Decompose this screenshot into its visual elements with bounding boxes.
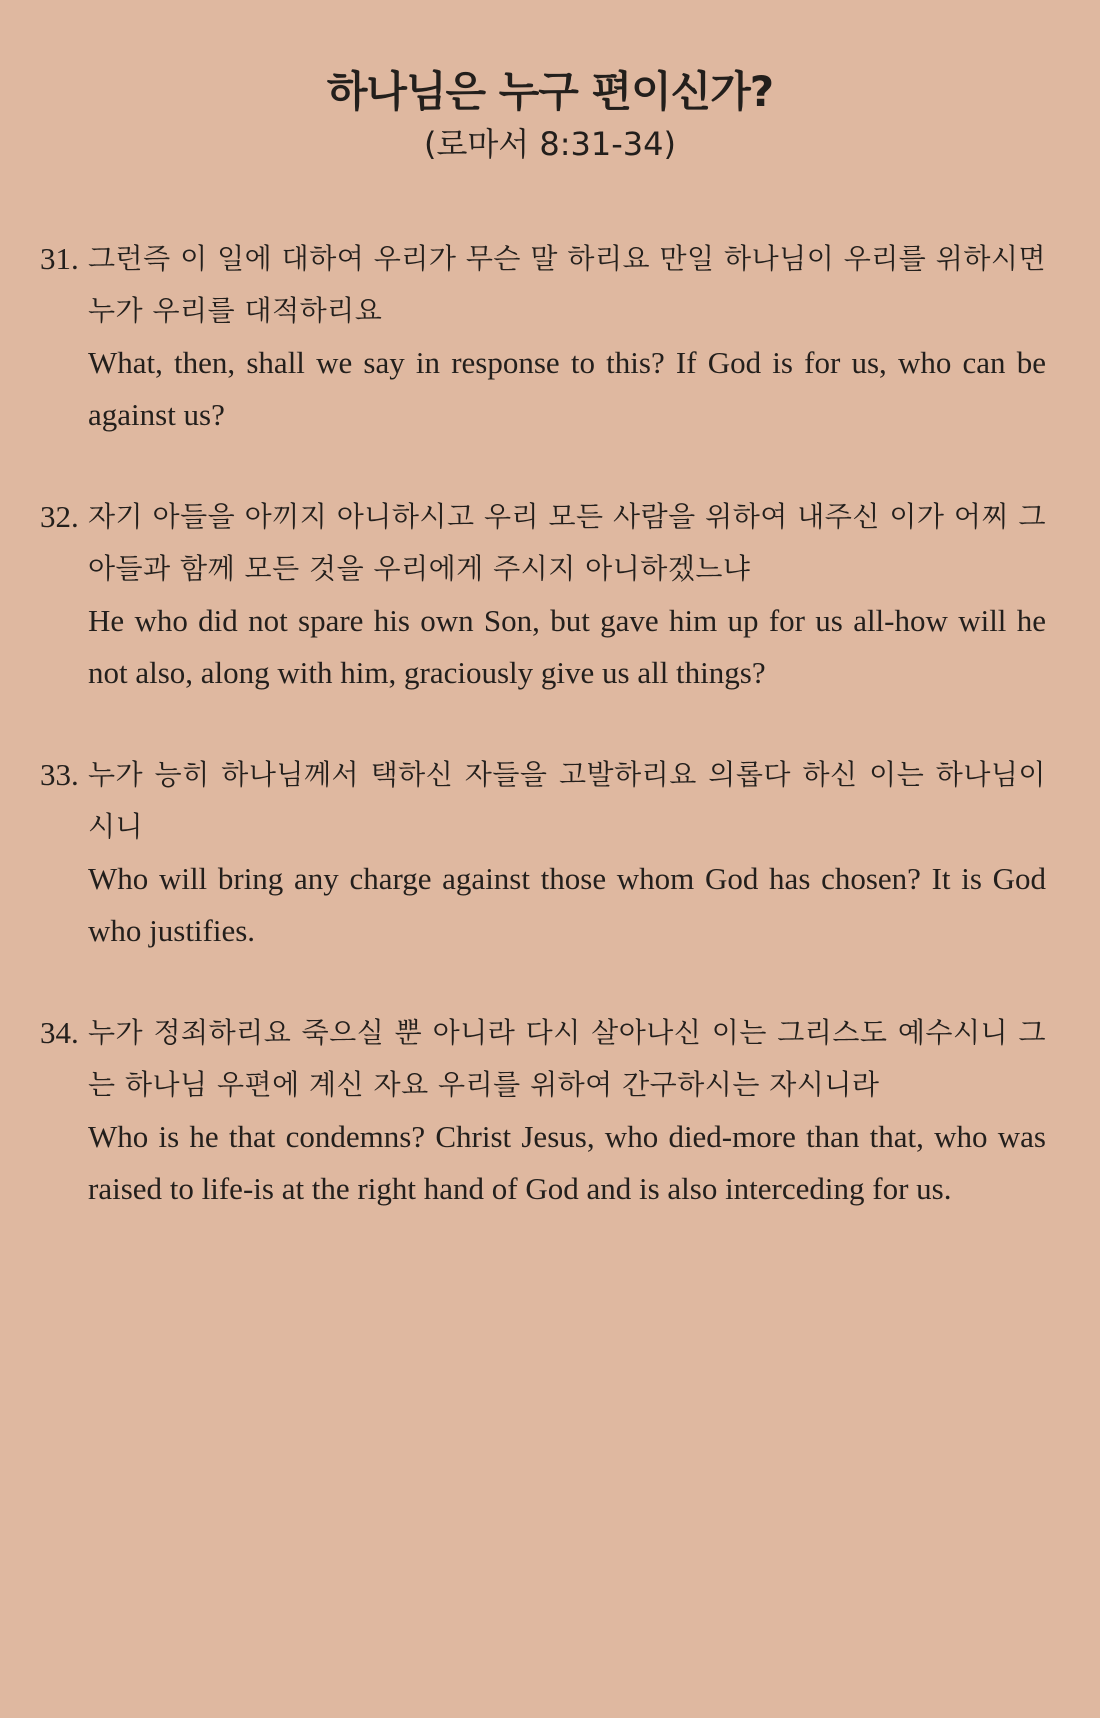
verse-number: 32. <box>40 499 79 534</box>
verse-korean-text: 그런즉 이 일에 대하여 우리가 무슨 말 하리요 만일 하나님이 우리를 위하시면 누가 우리를 대적하리요 <box>88 242 1046 327</box>
verse-body <box>88 749 1046 957</box>
verse-number: 34. <box>40 1015 79 1050</box>
verse-32 <box>0 491 1100 749</box>
verse-body <box>88 233 1046 441</box>
verse-english-text: Who will bring any charge against those whom God has chosen? It is God who justifies. <box>88 861 1046 948</box>
verse-english-text: What, then, shall we say in response to this? If God is for us, who can be against us? <box>88 345 1046 432</box>
verse-list <box>0 233 1100 1265</box>
verse-body <box>88 491 1046 699</box>
verse-korean-text: 자기 아들을 아끼지 아니하시고 우리 모든 사람을 위하여 내주신 이가 어찌 그 아들과 함께 모든 것을 우리에게 주시지 아니하겠느냐 <box>88 500 1046 585</box>
verse-korean-text: 누가 정죄하리요 죽으실 뿐 아니라 다시 살아나신 이는 그리스도 예수시니 그는 하나님 우편에 계신 자요 우리를 위하여 간구하시는 자시니라 <box>88 1016 1046 1101</box>
scripture-reference: (로마서 8:31-34) <box>423 125 676 163</box>
page-title: 하나님은 누구 편이신가? <box>326 67 774 116</box>
verse-34 <box>0 1007 1100 1265</box>
verse-english-text: Who is he that condemns? Christ Jesus, who died-more than that, who was raised to life-is at the right hand of God and is also interceding for us. <box>88 1119 1046 1206</box>
verse-english-text: He who did not spare his own Son, but gave him up for us all-how will he not also, along with him, graciously give us all things? <box>88 603 1046 690</box>
verse-31 <box>0 233 1100 491</box>
verse-33 <box>0 749 1100 1007</box>
verse-body <box>88 1007 1046 1215</box>
verse-number: 31. <box>40 241 79 276</box>
verse-number: 33. <box>40 757 79 792</box>
verse-korean-text: 누가 능히 하나님께서 택하신 자들을 고발하리요 의롭다 하신 이는 하나님이시니 <box>88 758 1046 843</box>
